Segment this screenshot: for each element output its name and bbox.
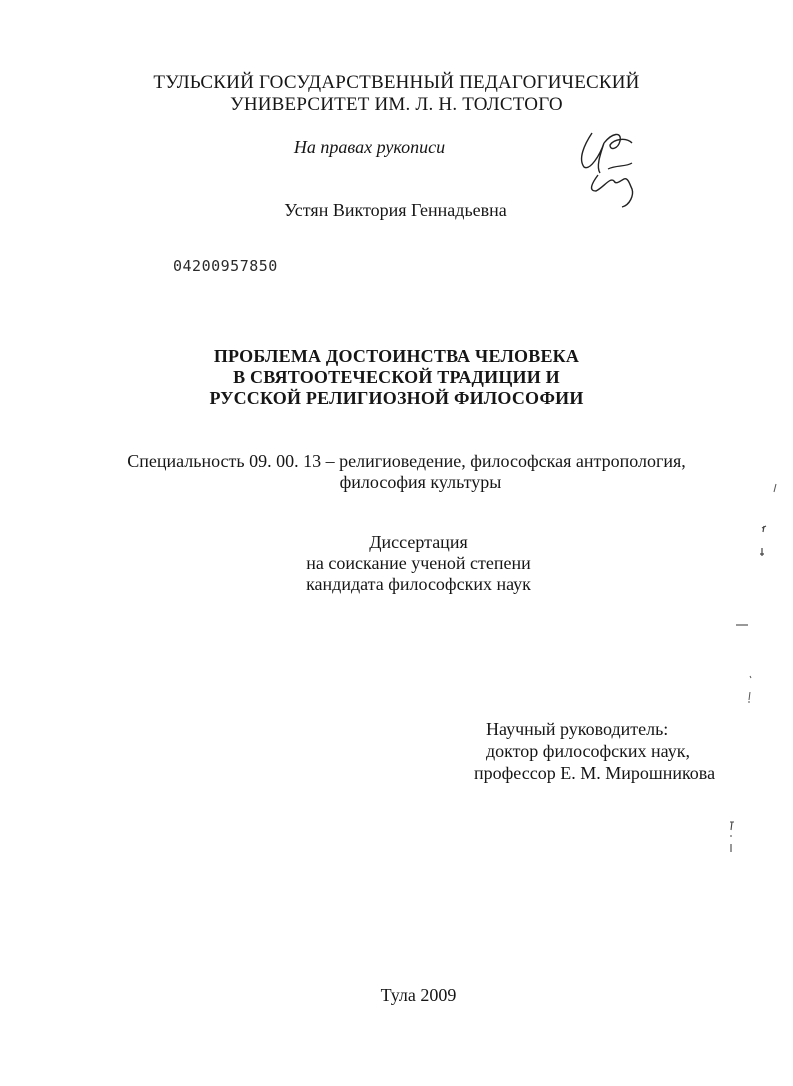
author-name: Устян Виктория Геннадьевна: [284, 200, 507, 220]
university-name-line1: ТУЛЬСКИЙ ГОСУДАРСТВЕННЫЙ ПЕДАГОГИЧЕСКИЙ: [153, 72, 640, 93]
city-year: Тула 2009: [380, 985, 457, 1005]
title-line2: В СВЯТООТЕЧЕСКОЙ ТРАДИЦИИ И: [233, 367, 560, 387]
title-line1: ПРОБЛЕМА ДОСТОИНСТВА ЧЕЛОВЕКА: [213, 346, 580, 366]
specialty-line1: Специальность 09. 00. 13 – религиоведение, философская антропология,: [127, 451, 686, 471]
specialty-line2: философия культуры: [339, 472, 502, 492]
registration-code: 04200957850: [173, 257, 278, 275]
title-line3: РУССКОЙ РЕЛИГИОЗНОЙ ФИЛОСОФИИ: [209, 388, 584, 408]
supervisor-line1: Научный руководитель:: [486, 719, 669, 739]
handwritten-signature: [570, 125, 650, 210]
university-name-line2: УНИВЕРСИТЕТ ИМ. Л. Н. ТОЛСТОГО: [230, 94, 563, 115]
scan-margin-marks: [720, 470, 780, 890]
manuscript-note: На правах рукописи: [293, 137, 446, 157]
dissertation-line3: кандидата философских наук: [306, 574, 531, 594]
supervisor-line2: доктор философских наук,: [486, 741, 690, 761]
dissertation-line1: Диссертация: [369, 532, 468, 552]
dissertation-line2: на соискание ученой степени: [306, 553, 531, 573]
supervisor-line3: профессор Е. М. Мирошникова: [474, 763, 716, 783]
